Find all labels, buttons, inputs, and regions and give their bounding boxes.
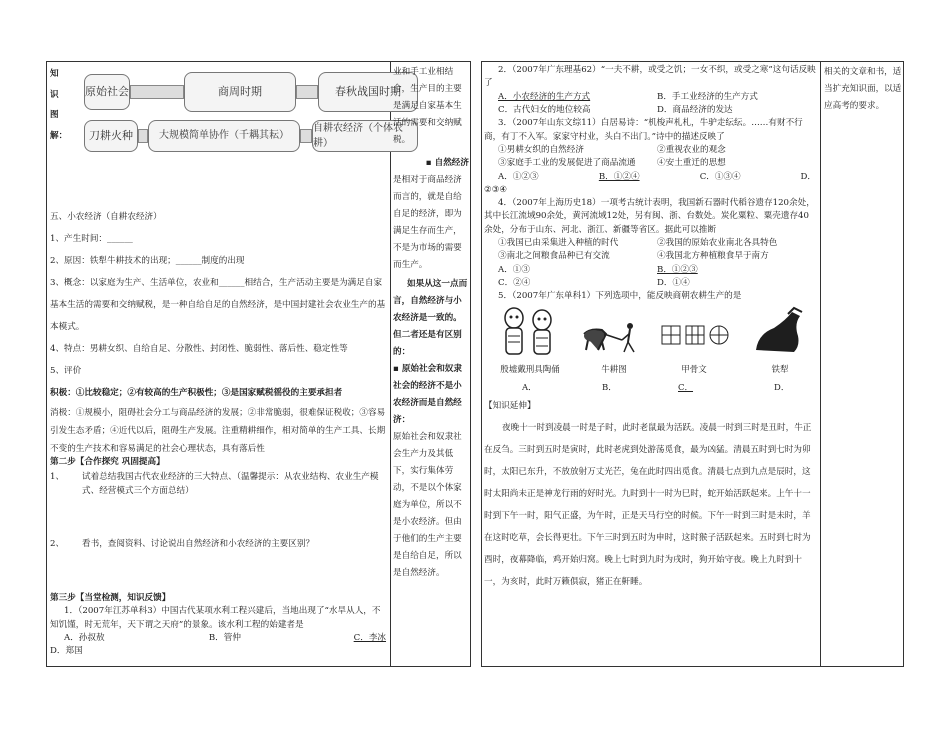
mid-p2: 是相对于商品经济而言的，就是自给自足的经济，即为满足生存而生产，不是为市场的需要而生产。 <box>393 175 462 270</box>
fig-caption-ox: 牛耕图 <box>601 364 627 375</box>
section5-item5: 5、评价 <box>50 366 82 376</box>
mid-p1: 业和手工业相结合，生产目的主要是满足自家基本生活的需要和交纳赋税。 <box>393 67 462 145</box>
q4-options-row1: A．①③ B．①②③ <box>498 264 698 275</box>
flow-arrow-4 <box>300 129 312 143</box>
flow-arrow-3 <box>138 129 148 143</box>
q5-option-letters: A． B． C． D． <box>522 382 790 393</box>
q4-stem: 4．（2007年上海历史18）一项考古统计表明，我国新石器时代稻谷遗存120余处，其中长江流域90余处，黄河流域12处，另有闽、浙、台数处。炭化粟粒、粟壳遗存40余处，分布于山东、河北、浙江、新疆等省区。据此可以推断 <box>484 198 815 235</box>
section5-title: 五、小农经济（自耕农经济） <box>50 212 162 222</box>
flow-box-shang-zhou: 商周时期 <box>184 72 296 112</box>
step3-title: 第三步【当堂检测，知识反馈】 <box>50 593 171 603</box>
ox-plow-image <box>580 320 646 356</box>
q5-stem: 5．（2007年广东单科1）下列选项中，能反映商朝农耕生产的是 <box>498 291 742 302</box>
q2-stem: 2．（2007年广东理基62）“一夫不耕，或受之饥；一女不织，或受之寒”这句话反映了 <box>484 65 816 89</box>
q3-options: A．①②③ B．①②④ C．①③④ D． <box>498 171 817 182</box>
step3 <box>50 592 386 659</box>
q4-items-row2: ③南北之间粮食品种已有交流 ④我国北方种植粮食早于南方 <box>498 251 769 262</box>
q3-items-row1: ①男耕女织的自然经济 ②重视农业的观念 <box>498 144 726 155</box>
section5 <box>50 206 386 458</box>
q4-items-row1: ①我国已由采集进入种植的时代 ②我国的原始农业南北各具特色 <box>498 238 778 249</box>
step3-q1-options: A．孙叔敖 B．管仲 C．李冰 <box>64 632 387 643</box>
right-column <box>484 64 816 593</box>
section5-item2: 2、原因：铁犁牛耕技术的出现；______制度的出现 <box>50 256 245 266</box>
mid-heading-natural: ▪ 自然经济 <box>425 158 469 168</box>
eval-negative: 消极：①规模小，阻碍社会分工与商品经济的发展；②非常脆弱，很难保证税收；③容易引发生态矛盾；④近代以后，阻碍生产发展。注重精耕细作，相对简单的生产工具、长期不变的生产技术和容易满足的社会心理状态，具有落后性 <box>50 408 386 454</box>
step2-title: 第二步【合作探究 巩固提高】 <box>50 457 165 467</box>
q3-optD: ②③④ <box>484 184 508 195</box>
fig-caption-oracle: 甲骨文 <box>681 364 707 375</box>
step2-q2: 2、 看书，查阅资料、讨论说出自然经济和小农经济的主要区别？ <box>50 538 315 549</box>
diagram-label: 知 识 图 解： <box>50 69 68 141</box>
oracle-bone-image <box>660 324 730 348</box>
q3-items-row2: ③家庭手工业的发展促进了商品流通 ④安土重迁的思想 <box>498 158 726 169</box>
flow-box-spring-autumn: 春秋战国时期 <box>318 72 418 112</box>
pottery-figurine-image <box>498 306 558 358</box>
step3-q1: 1．（2007年江苏单科3）中国古代某项水利工程兴建后，当地出现了“水旱从人，不知饥馑，时无荒年，天下谓之天府”的景象。该水利工程的始建者是 <box>50 606 381 630</box>
mid-heading-diff: 如果从这一点而言，自然经济与小农经济是一致的。但二者还是有区别的： <box>393 279 468 357</box>
q3-stem: 3．（2007年山东文综11）白居易诗：“机梭声札札，牛驴走纭纭。……有财不行商，有丁不入军。家家守村业，头白不出门。”诗中的描述反映了 <box>484 118 803 142</box>
ext-text: 夜晚十一时到凌晨一时是子时，此时老鼠最为活跃。凌晨一时到三时是丑时，牛正在反刍。三时到五时是寅时，此时老虎到处游荡觅食，最为凶猛。清晨五时到七时为卯时，太阳已东升，不放放射万丈光芒，兔在此时四出觅食。清晨七点到九点是辰时，这时太阳尚未正是神龙行雨的好时光。九时到十一时为巳时，蛇开始活跃起来。上午十一时到下午一时，阳气正盛，为午时，正是天马行空的时候。下午一时到三时是未时，羊在这时吃草，会长得更壮。下午三时到五时为申时，这时猴子活跃起来。五时到七时为酉时，夜幕降临，鸡开始归窝。晚上七时到九时为戌时，狗开始守夜。晚上九时到十一，为亥时，此时万籁俱寂，猪正在鼾睡。 <box>484 422 812 587</box>
iron-plough-image <box>750 306 810 356</box>
section5-item3: 3、概念：以家庭为生产、生活单位，农业和______相结合，生产活动主要是为满足自家基本生活的需要和交纳赋税，是一种自给自足的自然经济，是中国封建社会农业生产的基本模式。 <box>50 278 386 332</box>
flow-box-primitive: 原始社会 <box>84 74 130 110</box>
flow-box-slash-burn: 刀耕火种 <box>84 120 138 152</box>
flow-diagram <box>80 68 403 158</box>
step2-q1: 1、 试着总结我国古代农业经济的三大特点、（温馨提示：从农业结构、农业生产模式、经营模式三个方面总结） <box>50 472 379 496</box>
q2-options-row2: C．古代妇女的地位较高 D．商品经济的发达 <box>498 104 733 115</box>
eval-positive: 积极：①比较稳定；②有较高的生产积极性；③是国家赋税徭役的主要承担者 <box>50 388 343 398</box>
fig-caption-plough: 铁犁 <box>771 364 789 375</box>
section5-item1: 1、产生时间：______ <box>50 234 133 244</box>
q2-options-row1: A．小农经济的生产方式 B．手工业经济的生产方式 <box>498 91 758 102</box>
ext-title: 【知识延伸】 <box>484 400 536 411</box>
mid-heading-primitive: ▪ 原始社会和奴隶社会的经济不是小农经济而是自然经济： <box>393 364 462 425</box>
flow-arrow-2 <box>296 85 318 99</box>
far-right-column <box>824 64 902 115</box>
q5-figures <box>484 306 816 382</box>
flow-arrow-1 <box>130 85 184 99</box>
flow-box-smallholder: 自耕农经济（个体农耕） <box>312 120 418 152</box>
middle-column <box>393 64 469 582</box>
far-right-note: 相关的文章和书，适当扩充知识面，以适应高考的要求。 <box>824 67 902 111</box>
step2 <box>50 456 386 551</box>
flow-box-collective: 大规模简单协作（千耦其耘） <box>148 120 300 152</box>
mid-p3: 原始社会和奴隶社会生产力及其低下，实行集体劳动，不是以个体家庭为单位，所以不是小农经济。但由于他们的生产主要是自给自足，所以是自然经济。 <box>393 432 462 578</box>
right-column-divider <box>820 61 821 667</box>
section5-item4: 4、特点：男耕女织、自给自足、分散性、封闭性、脆弱性、落后性、稳定性等 <box>50 344 348 354</box>
fig-caption-pottery: 殷墟戴刑具陶俑 <box>500 364 560 375</box>
step3-q1-optD: D．郑国 <box>50 646 83 657</box>
q4-options-row2: C．②④ D．①④ <box>498 278 690 288</box>
